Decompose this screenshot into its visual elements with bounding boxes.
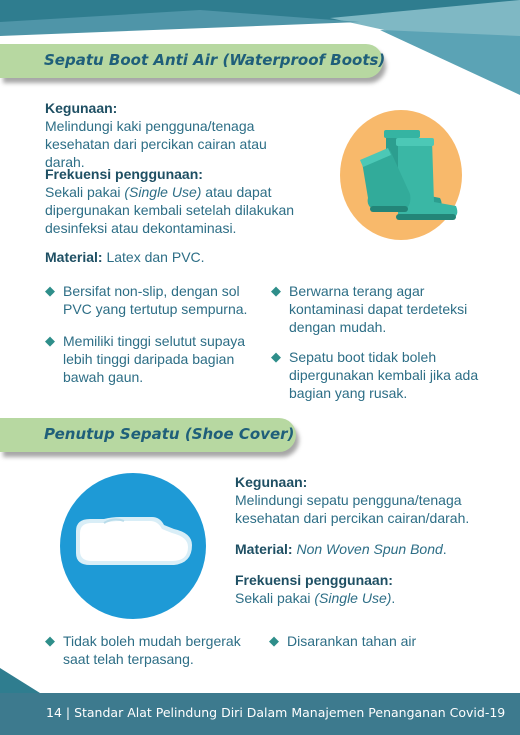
diamond-bullet-icon: ◆ xyxy=(271,283,281,298)
section-title: Sepatu Boot Anti Air (Waterproof Boots) xyxy=(44,51,386,69)
shoe-cover-icon xyxy=(60,473,206,619)
material-value: Non Woven Spun Bond xyxy=(296,541,443,557)
section-banner-shoe-cover xyxy=(0,418,296,452)
bullet-item: ◆ Sepatu boot tidak boleh dipergunakan kembali jika ada bagian yang rusak. xyxy=(271,349,479,401)
page-footer xyxy=(0,693,520,735)
footer-text: 14 | Standar Alat Pelindung Diri Dalam Manajemen Penanganan Covid-19 xyxy=(46,705,506,720)
frekuensi-text: Sekali pakai (Single Use) atau dapat dipergunakan kembali setelah dilakukan desinfeksi atau dekontaminasi. xyxy=(45,184,295,236)
material-label: Material: xyxy=(235,541,293,557)
boots-icon xyxy=(340,110,462,240)
frekuensi-text: Sekali pakai (Single Use). xyxy=(235,590,396,606)
material-line: Material: Non Woven Spun Bond. xyxy=(235,541,447,557)
bullet-item: ◆ Berwarna terang agar kontaminasi dapat terdeteksi dengan mudah. xyxy=(271,283,468,335)
kegunaan-label: Kegunaan: xyxy=(45,100,118,116)
bullet-item: ◆ Bersifat non-slip, dengan sol PVC yang tertutup sempurna. xyxy=(45,283,248,317)
diamond-bullet-icon: ◆ xyxy=(45,283,55,298)
bullet-item: ◆ Tidak boleh mudah bergerak saat telah terpasang. xyxy=(45,633,241,667)
diamond-bullet-icon: ◆ xyxy=(45,633,55,648)
diamond-bullet-icon: ◆ xyxy=(271,349,281,364)
kegunaan-label: Kegunaan: xyxy=(235,474,308,490)
bullet-item: ◆ Memiliki tinggi selutut supaya lebih tinggi daripada bagian bawah gaun. xyxy=(45,333,246,385)
diamond-bullet-icon: ◆ xyxy=(45,333,55,348)
material-label: Material: xyxy=(45,249,103,265)
kegunaan-text: Melindungi kaki pengguna/tenaga kesehatan dari percikan cairan atau darah. xyxy=(45,118,267,170)
material-value: Latex dan PVC. xyxy=(102,249,205,265)
section-title: Penutup Sepatu (Shoe Cover) xyxy=(44,425,295,443)
diamond-bullet-icon: ◆ xyxy=(269,633,279,648)
frekuensi-label: Frekuensi penggunaan: xyxy=(235,572,393,588)
bullet-item: ◆ Disarankan tahan air xyxy=(269,633,417,649)
frekuensi-label: Frekuensi penggunaan: xyxy=(45,166,203,182)
material-line xyxy=(45,248,205,266)
kegunaan-text: Melindungi sepatu pengguna/tenaga kesehatan dari percikan cairan/darah. xyxy=(235,492,470,526)
section-banner-boots xyxy=(0,44,386,78)
